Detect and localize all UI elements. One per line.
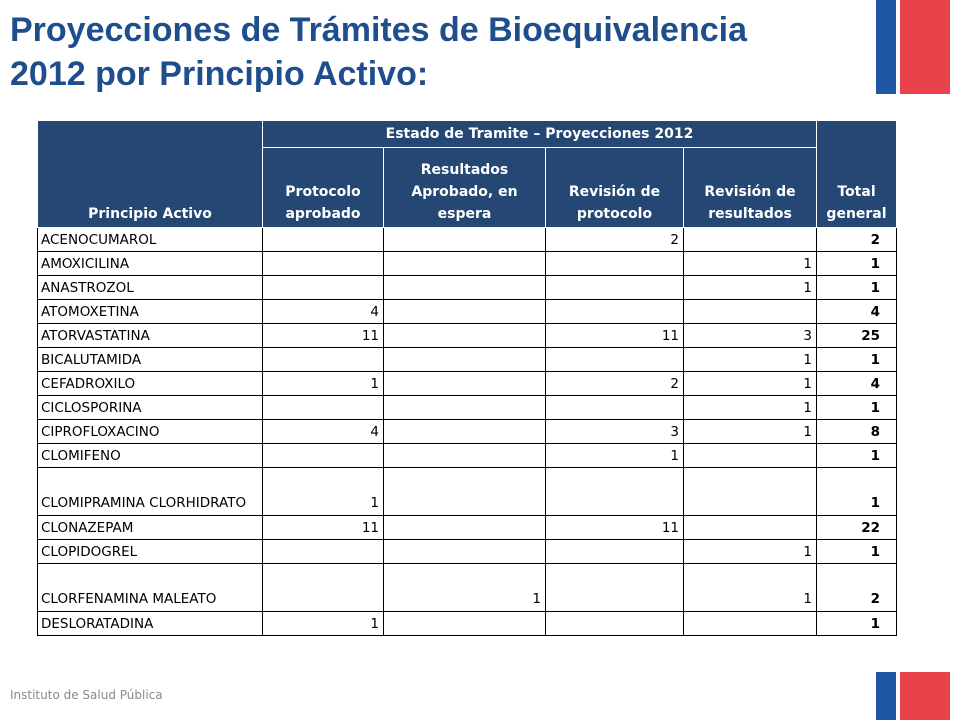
cell-c2: 1 [384,564,546,612]
cell-c3 [546,348,684,372]
cell-c4 [684,444,817,468]
title-line-2: 2012 por Principio Activo: [10,55,429,93]
cell-principio: CIPROFLOXACINO [38,420,263,444]
chile-flag-stripe-icon [876,0,950,94]
table-row [38,516,897,540]
cell-c3 [546,300,684,324]
cell-principio: CLOMIFENO [38,444,263,468]
cell-total: 8 [817,420,897,444]
cell-c1: 4 [263,300,384,324]
cell-c3 [546,540,684,564]
cell-c3 [546,612,684,636]
cell-c1: 1 [263,372,384,396]
cell-c1: 4 [263,420,384,444]
header-resultados-aprobado: Resultados Aprobado, en espera [384,148,546,228]
cell-c4 [684,300,817,324]
table-row [38,348,897,372]
cell-c2 [384,420,546,444]
table-row [38,420,897,444]
cell-c4 [684,516,817,540]
cell-c3: 11 [546,324,684,348]
cell-total: 1 [817,540,897,564]
table-row [38,396,897,420]
cell-total: 1 [817,348,897,372]
header-protocolo-aprobado: Protocolo aprobado [263,148,384,228]
cell-principio: ATORVASTATINA [38,324,263,348]
table-row [38,444,897,468]
table-row [38,540,897,564]
cell-c3: 3 [546,420,684,444]
flag-blue-stripe [876,0,896,94]
cell-c4: 1 [684,540,817,564]
cell-c2 [384,540,546,564]
slide-title [10,8,850,96]
table-row [38,276,897,300]
cell-c1 [263,276,384,300]
cell-c2 [384,300,546,324]
cell-c1: 11 [263,516,384,540]
cell-c2 [384,468,546,516]
table-row [38,612,897,636]
cell-c2 [384,252,546,276]
footer-institution: Instituto de Salud Pública [10,688,163,702]
cell-principio: CEFADROXILO [38,372,263,396]
chile-flag-stripe-icon-bottom [876,672,950,720]
cell-c2 [384,372,546,396]
cell-c4: 1 [684,348,817,372]
table-row [38,252,897,276]
cell-c3 [546,564,684,612]
cell-c3 [546,276,684,300]
cell-total: 2 [817,228,897,252]
flag-blue-stripe [876,672,896,720]
cell-c3: 1 [546,444,684,468]
cell-c1: 11 [263,324,384,348]
header-principio-activo: Principio Activo [38,121,263,228]
cell-total: 2 [817,564,897,612]
bioequivalence-table [37,120,897,636]
table-row [38,564,897,612]
cell-principio: ATOMOXETINA [38,300,263,324]
cell-principio: CICLOSPORINA [38,396,263,420]
table-row [38,228,897,252]
cell-total: 1 [817,252,897,276]
cell-c3 [546,468,684,516]
cell-c4: 3 [684,324,817,348]
cell-total: 1 [817,396,897,420]
cell-c2 [384,396,546,420]
cell-principio: ANASTROZOL [38,276,263,300]
cell-total: 4 [817,372,897,396]
cell-c2 [384,324,546,348]
cell-c3 [546,396,684,420]
cell-c3: 2 [546,228,684,252]
table-row [38,372,897,396]
cell-total: 1 [817,276,897,300]
cell-c3: 2 [546,372,684,396]
cell-principio: ACENOCUMAROL [38,228,263,252]
flag-red-stripe [900,672,950,720]
cell-c4 [684,612,817,636]
header-revision-resultados: Revisión de resultados [684,148,817,228]
cell-c4 [684,468,817,516]
cell-c3 [546,252,684,276]
cell-total: 22 [817,516,897,540]
cell-c1 [263,396,384,420]
cell-c4: 1 [684,252,817,276]
cell-c2 [384,612,546,636]
cell-c3: 11 [546,516,684,540]
cell-total: 1 [817,468,897,516]
table-row [38,468,897,516]
cell-total: 4 [817,300,897,324]
table-row [38,324,897,348]
cell-c4: 1 [684,420,817,444]
cell-c1 [263,348,384,372]
cell-c2 [384,516,546,540]
cell-c1: 1 [263,612,384,636]
cell-principio: BICALUTAMIDA [38,348,263,372]
cell-c1 [263,540,384,564]
cell-c1 [263,564,384,612]
cell-c4: 1 [684,564,817,612]
cell-c1: 1 [263,468,384,516]
cell-c2 [384,348,546,372]
cell-total: 1 [817,612,897,636]
cell-c1 [263,444,384,468]
table-row [38,300,897,324]
cell-principio: DESLORATADINA [38,612,263,636]
title-line-1: Proyecciones de Trámites de Bioequivalencia [10,11,747,49]
cell-principio: CLOMIPRAMINA CLORHIDRATO [38,468,263,516]
cell-c4: 1 [684,372,817,396]
cell-c4: 1 [684,276,817,300]
cell-c2 [384,444,546,468]
cell-principio: CLORFENAMINA MALEATO [38,564,263,612]
cell-c1 [263,228,384,252]
table-body [38,228,897,636]
cell-principio: CLOPIDOGREL [38,540,263,564]
cell-principio: AMOXICILINA [38,252,263,276]
cell-total: 25 [817,324,897,348]
cell-c2 [384,228,546,252]
header-estado-group: Estado de Tramite – Proyecciones 2012 [263,121,817,148]
cell-total: 1 [817,444,897,468]
cell-principio: CLONAZEPAM [38,516,263,540]
header-revision-protocolo: Revisión de protocolo [546,148,684,228]
cell-c4: 1 [684,396,817,420]
header-total-general: Total general [817,121,897,228]
cell-c1 [263,252,384,276]
cell-c2 [384,276,546,300]
cell-c4 [684,228,817,252]
flag-red-stripe [900,0,950,94]
